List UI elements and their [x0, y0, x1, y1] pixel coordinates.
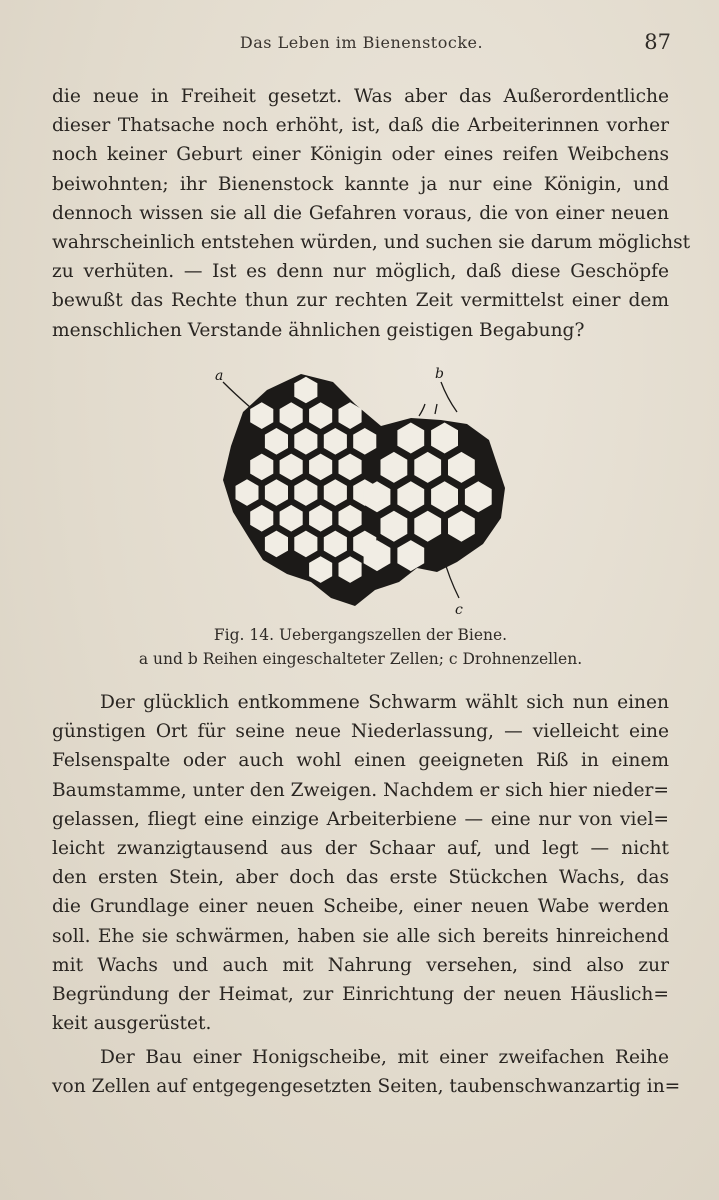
text-line: Begründung der Heimat, zur Einrichtung der neuen Häuslich= [52, 984, 669, 1006]
figure-caption-legend: a und b Reihen eingeschalteter Zellen; c Drohnenzellen. [138, 650, 583, 668]
text-line: die Grundlage einer neuen Scheibe, einer neuen Wabe werden [52, 896, 669, 918]
paragraph-1 [52, 82, 691, 345]
text-line: dieser Thatsache noch erhöht, ist, daß die Arbeiterinnen vorher [52, 115, 669, 137]
text-line: mit Wachs und auch mit Nahrung versehen, sind also zur [52, 954, 669, 976]
pointer-line-b [441, 382, 457, 412]
text-line: wahrscheinlich entstehen würden, und suchen sie darum möglichst [52, 232, 691, 254]
text-line: Felsenspalte oder auch wohl einen geeigneten Riß in einem [52, 750, 669, 772]
text-line: keit ausgerüstet. [52, 1013, 212, 1035]
text-line: den ersten Stein, aber doch das erste Stückchen Wachs, das [52, 867, 669, 889]
page-header [52, 30, 671, 60]
paragraph-3 [52, 1043, 681, 1101]
text-line: soll. Ehe sie schwärmen, haben sie alle sich bereits hinreichend [52, 925, 669, 947]
text-line: Baumstamme, unter den Zweigen. Nachdem er sich hier nieder= [52, 779, 669, 801]
label-b: b [435, 366, 444, 382]
running-title: Das Leben im Bienenstocke. [239, 33, 484, 52]
text-line: beiwohnten; ihr Bienenstock kannte ja nur eine Königin, und [52, 173, 669, 195]
text-line: bewußt das Rechte thun zur rechten Zeit vermittelst einer dem [52, 290, 669, 312]
label-c: c [455, 602, 463, 618]
paragraph-2 [52, 688, 669, 1038]
text-line: die neue in Freiheit gesetzt. Was aber das Außerordentliche [52, 86, 669, 107]
tick-mark [419, 404, 437, 416]
text-line: günstigen Ort für seine neue Niederlassung, — vielleicht eine [52, 721, 669, 743]
text-line: zu verhüten. — Ist es denn nur möglich, daß diese Geschöpfe [52, 261, 669, 283]
text-line: von Zellen auf entgegengesetzten Seiten, taubenschwanzartig in= [52, 1076, 681, 1098]
text-line: leicht zwanzigtausend aus der Schaar auf, und legt — nicht [52, 838, 669, 860]
text-line: menschlichen Verstande ähnlichen geistigen Begabung? [52, 319, 585, 341]
page-number: 87 [644, 30, 671, 54]
pointer-line-a [223, 382, 251, 408]
text-line: noch keiner Geburt einer Königin oder eines reifen Weibchens [52, 144, 669, 166]
honeycomb-illustration [205, 360, 525, 622]
figure-caption-title: Fig. 14. Uebergangszellen der Biene. [213, 626, 508, 644]
text-line: Der glücklich entkommene Schwarm wählt sich nun einen [100, 692, 669, 713]
label-a: a [215, 368, 224, 384]
text-line: Der Bau einer Honigscheibe, mit einer zweifachen Reihe [100, 1047, 669, 1068]
text-line: gelassen, fliegt eine einzige Arbeiterbiene — eine nur von viel= [52, 808, 669, 830]
honeycomb-figure [205, 360, 525, 622]
text-line: dennoch wissen sie all die Gefahren voraus, die von einer neuen [52, 202, 669, 224]
